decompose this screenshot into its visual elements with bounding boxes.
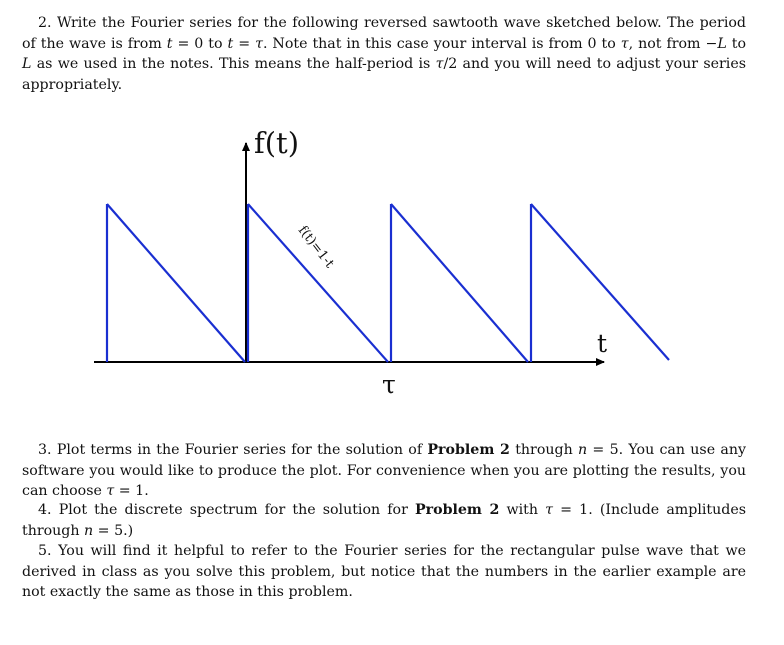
problem-2-text-eq0: = 0 to xyxy=(172,35,228,52)
problem-3-text-4: = 1. xyxy=(114,483,149,499)
problem-4-text-3: = 1. (Include amplitudes through xyxy=(22,502,746,539)
math-L: L xyxy=(22,56,32,72)
period-tick-label: τ xyxy=(382,370,396,399)
line-annotation: f(t)=1-t xyxy=(294,223,337,272)
sawtooth-ramp-segment xyxy=(248,204,388,362)
problem-4-text-4: = 5.) xyxy=(93,522,134,539)
problem-3-text-3: = 5. You can use any software you would like to produce the plot. For convenience when you are plotting the results, you can choose xyxy=(22,442,746,499)
math-n: n xyxy=(84,522,94,539)
problem-3-paragraph xyxy=(22,440,746,502)
problem-reference-bold: Problem 2 xyxy=(427,442,510,458)
problem-3-text-2: through xyxy=(509,442,578,458)
y-axis-label: f(t) xyxy=(254,126,300,160)
problem-4-text-2: with xyxy=(499,502,546,518)
problem-2-text-6: /2 and you will need to adjust your series appropriately. xyxy=(22,56,746,93)
problem-4-paragraph xyxy=(22,500,746,541)
math-tau: τ xyxy=(255,35,263,52)
sawtooth-wave xyxy=(107,204,669,362)
problem-4-text-1: Plot the discrete spectrum for the solution for xyxy=(58,502,415,518)
problem-5-text-1: You will find it helpful to refer to the Fourier series for the rectangular pulse wave that we derived in class as you solve this problem, but notice that the numbers in the earlier example are not exactly the same as those in this problem. xyxy=(22,543,746,600)
math-tau: τ xyxy=(620,35,629,52)
math-tau: τ xyxy=(106,483,115,499)
math-tau: τ xyxy=(435,56,444,72)
sawtooth-ramp-segment xyxy=(391,204,528,362)
problem-2-text-eqtau: = xyxy=(233,35,256,52)
problem-2-text-2: . Note that in this case your interval is from 0 to xyxy=(262,35,621,52)
math-n: n xyxy=(578,442,588,458)
problem-3-text-1: Plot terms in the Fourier series for the solution of xyxy=(56,442,428,458)
problem-3-number: 3. xyxy=(38,442,52,458)
math-t: t xyxy=(166,35,173,52)
problem-2-text-4: to xyxy=(726,35,746,52)
problem-2-text-3: , not from − xyxy=(628,35,718,52)
problem-5-number: 5. xyxy=(38,543,52,559)
math-t: t xyxy=(227,35,234,52)
problem-reference-bold: Problem 2 xyxy=(414,502,500,518)
problem-5-paragraph xyxy=(22,541,746,603)
x-axis-label: t xyxy=(597,329,608,358)
sawtooth-ramp-segment xyxy=(107,204,245,362)
problem-2-text-1: Write the Fourier series for the following reversed sawtooth wave sketched below. The period of the wave is from xyxy=(22,15,747,52)
problem-4-number: 4. xyxy=(38,502,52,518)
math-L: L xyxy=(717,35,727,52)
math-tau: τ xyxy=(545,502,554,518)
problem-2-number: 2. xyxy=(38,15,52,31)
problem-2-text-5: as we used in the notes. This means the half-period is xyxy=(31,56,436,72)
